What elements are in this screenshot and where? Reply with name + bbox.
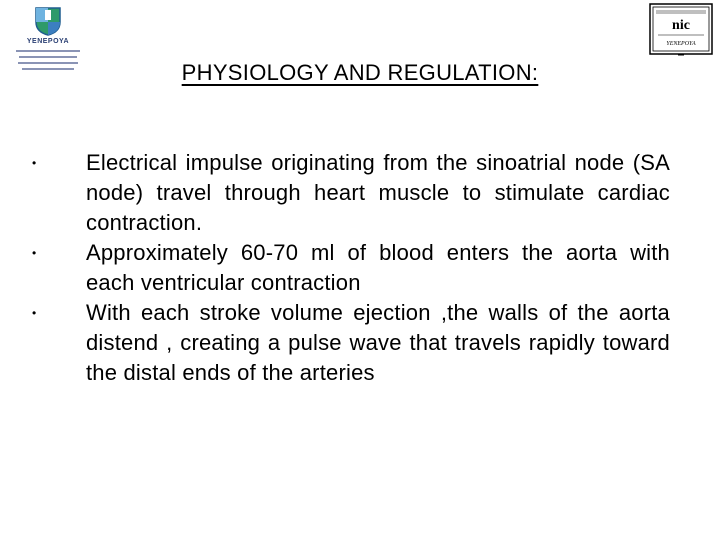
slide-title: PHYSIOLOGY AND REGULATION: (181, 60, 539, 85)
shield-icon (34, 6, 62, 36)
bullet-list (32, 148, 680, 388)
bullet-icon: • (32, 156, 37, 170)
logo-decor-line (19, 56, 77, 58)
list-item (32, 298, 680, 388)
logo-brand-text: YENEPOYA (26, 38, 70, 45)
yenepoya-logo (12, 6, 84, 74)
list-item (32, 148, 680, 238)
logo-decor-line (22, 68, 74, 70)
logo-decor-line (18, 62, 78, 64)
bullet-text: Approximately 60-70 ml of blood enters the aorta with each ventricular contraction (86, 240, 670, 295)
svg-text:nic: nic (672, 18, 690, 33)
seal-caption: YENEPOYA (666, 41, 696, 47)
bullet-text: With each stroke volume ejection ,the walls of the aorta distend , creating a pulse wave that travels rapidly toward the distal ends of the arteries (86, 300, 670, 385)
list-item (32, 238, 680, 298)
bullet-icon: • (32, 306, 37, 320)
bullet-icon: • (32, 246, 37, 260)
logo-decor-line (16, 50, 80, 52)
seal-icon (648, 2, 714, 58)
bullet-text: Electrical impulse originating from the sinoatrial node (SA node) travel through heart muscle to stimulate cardiac contraction. (86, 150, 670, 235)
college-seal-logo (648, 2, 714, 58)
